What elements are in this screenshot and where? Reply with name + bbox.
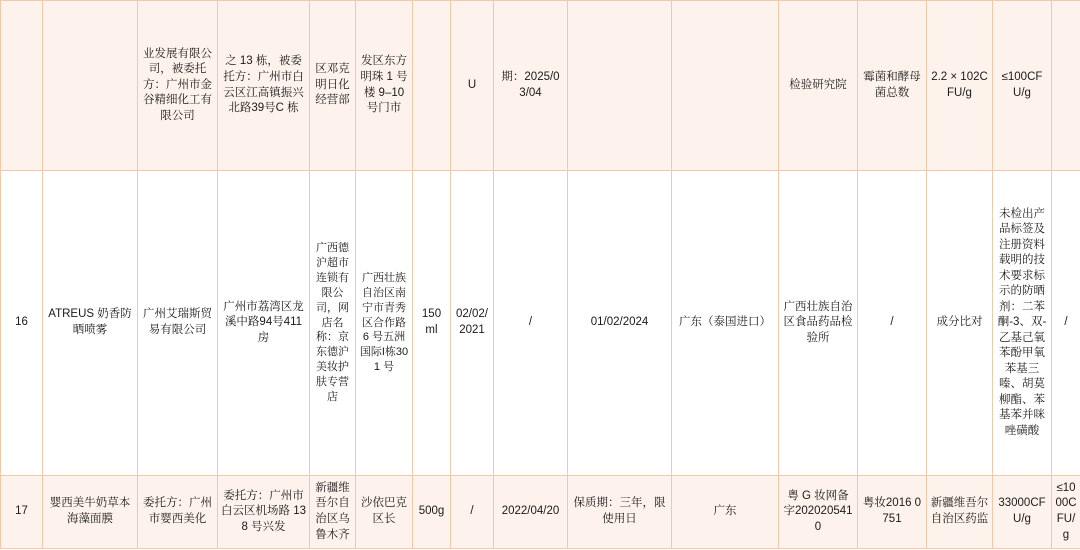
cell-failed-item: 霉菌和酵母菌总数	[858, 1, 927, 171]
cell-remark	[1052, 1, 1080, 171]
table-row	[1, 171, 1080, 476]
cell-batch: /	[451, 476, 494, 549]
cell-remark: ≤1000CFU/g	[1052, 476, 1080, 549]
cell-index: 16	[1, 171, 43, 476]
cell-manufacturer: 委托方：广州市婴西美化	[138, 476, 218, 549]
cell-approval-no: 广东	[672, 476, 779, 549]
cell-batch: 02/02/2021	[451, 171, 494, 476]
cell-agency: 粤 G 妆网备字2020205410	[779, 476, 858, 549]
cell-manufacturer: 广州艾瑞斯贸易有限公司	[138, 171, 218, 476]
cell-agency: 检验研究院	[779, 1, 858, 171]
cell-validity: 期：2025/03/04	[494, 1, 568, 171]
cell-failed-item: 粤妆2016 0751	[858, 476, 927, 549]
cell-manufacturer: 业发展有限公司，被委托方：广州市金谷精细化工有限公司	[138, 1, 218, 171]
table-row	[1, 1, 1080, 171]
cell-sampled-location: 发区东方明珠 1 号楼 9–10 号门市	[356, 1, 413, 171]
cell-failed-item-detail: 未检出产品标签及注册资料载明的技术要求标示的防晒剂：二苯酮-3、双-乙基己氧苯酚甲氧苯基三嗪、胡莫柳酯、苯基苯并咪唑磺酸	[993, 171, 1052, 476]
cell-agency: 广西壮族自治区食品药品检验所	[779, 171, 858, 476]
cell-batch: U	[451, 1, 494, 171]
cell-approval-no: 广东（泰国进口）	[672, 171, 779, 476]
cell-index: 17	[1, 476, 43, 549]
cell-manufacturer-address: 委托方：广州市白云区机场路 138 号兴发	[218, 476, 310, 549]
cell-validity: 2022/04/20	[494, 476, 568, 549]
cell-product-name	[43, 1, 138, 171]
cell-index	[1, 1, 43, 171]
cell-approval-no	[672, 1, 779, 171]
cell-failed-item: /	[858, 171, 927, 476]
cell-province	[568, 1, 672, 171]
cell-validity: /	[494, 171, 568, 476]
cell-sampled-location: 广西壮族自治区南宁市青秀区合作路6 号五洲国际I栋301 号	[356, 171, 413, 476]
cell-result: 2.2 × 102CFU/g	[927, 1, 993, 171]
cell-sampled-unit: 区邓克明日化经营部	[310, 1, 356, 171]
cell-standard: 33000CFU/g	[993, 476, 1052, 549]
cell-spec: 150 ml	[413, 171, 451, 476]
cell-spec	[413, 1, 451, 171]
cell-result: 新疆维吾尔自治区药监	[927, 476, 993, 549]
cell-province: 保质期：三年，限使用日	[568, 476, 672, 549]
cell-result: 成分比对	[927, 171, 993, 476]
cell-manufacturer-address: 之 13 栋，被委托方：广州市白云区江高镇振兴北路39号C 栋	[218, 1, 310, 171]
cell-manufacturer-address: 广州市荔湾区龙溪中路94号411 房	[218, 171, 310, 476]
cell-province: 01/02/2024	[568, 171, 672, 476]
cell-remark: /	[1052, 171, 1080, 476]
cell-product-name: 婴西美牛奶草本海藻面膜	[43, 476, 138, 549]
table-row	[1, 476, 1080, 549]
cell-product-name: ATREUS 奶香防晒喷雾	[43, 171, 138, 476]
cell-sampled-location: 沙依巴克区长	[356, 476, 413, 549]
cell-sampled-unit: 新疆维吾尔自治区乌鲁木齐	[310, 476, 356, 549]
cell-spec: 500g	[413, 476, 451, 549]
cell-standard: ≤100CFU/g	[993, 1, 1052, 171]
cell-sampled-unit: 广西德沪超市连锁有限公司，网店名称：京东德沪美妆护肤专营店	[310, 171, 356, 476]
